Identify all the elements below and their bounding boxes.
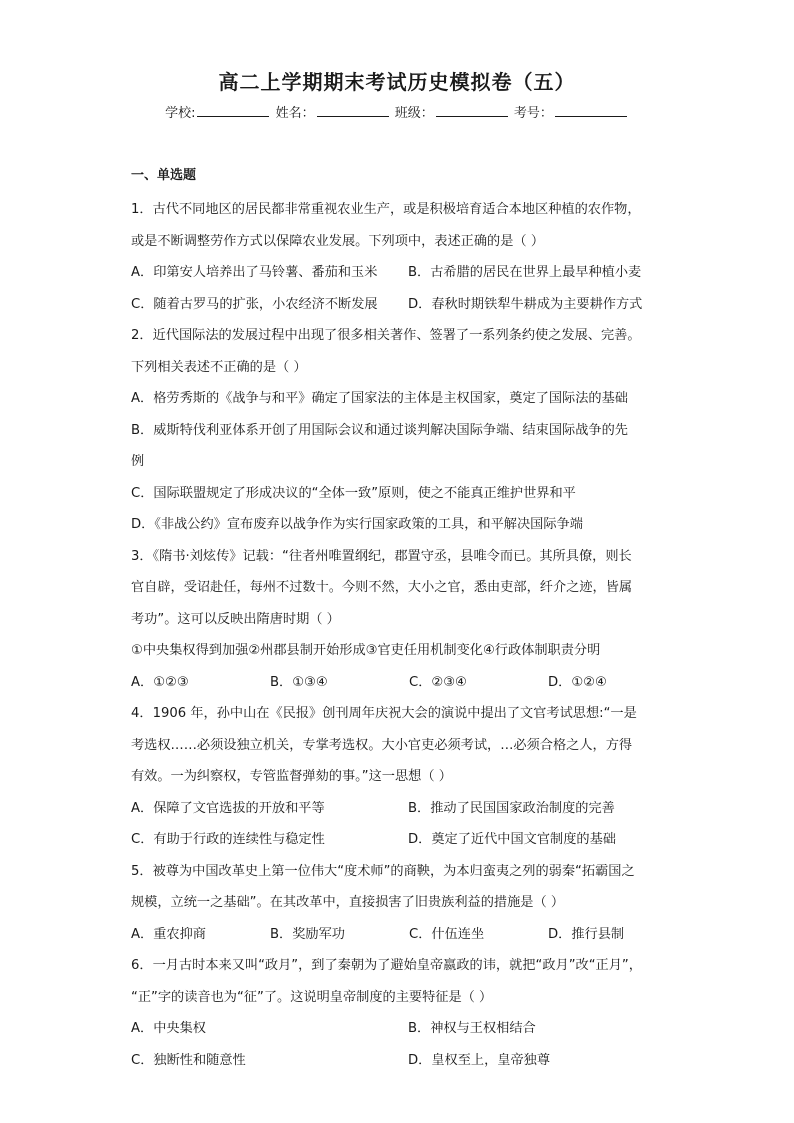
- name-blank[interactable]: [317, 104, 389, 117]
- option-b-continued[interactable]: 例: [131, 454, 145, 469]
- question-3-stem-line: 3．《隋书·刘炫传》记载：“往者州唯置纲纪，郡置守丞，县唯令而已。其所具僚，则长: [131, 548, 632, 564]
- option-d[interactable]: D．皇权至上，皇帝独尊: [408, 1052, 551, 1068]
- question-6-stem-line: 6．一月古时本来又叫“政月”，到了秦朝为了避始皇帝嬴政的讳，就把“政月”改“正月”，: [131, 958, 642, 973]
- question-4-stem-line: 4．1906 年，孙中山在《民报》创刊周年庆祝大会的演说中提出了文官考试思想:“一是: [131, 706, 637, 721]
- option-d[interactable]: D．《非战公约》宣布废弃以战争作为实行国家政策的工具，和平解决国际争端: [131, 517, 583, 532]
- question-6-options-row: [131, 1013, 671, 1045]
- question-4-stem-line: 有效。一为纠察权，专管监督弹劾的事。”这一思想（ ）: [131, 769, 452, 784]
- option-b[interactable]: B．神权与王权相结合: [408, 1021, 536, 1036]
- question-2-stem-line: 2．近代国际法的发展过程中出现了很多相关著作、签署了一系列条约使之发展、完善。: [131, 328, 641, 343]
- option-c[interactable]: C．独断性和随意性: [131, 1052, 246, 1068]
- page-title: 高二上学期期末考试历史模拟卷（五）: [218, 70, 576, 94]
- option-c[interactable]: C．随着古罗马的扩张，小农经济不断发展: [131, 296, 378, 312]
- question-3-stem-line: 官自辟，受诏赴任，每州不过数十。今则不然，大小之官，悉由吏部，纤介之迹，皆属: [131, 580, 633, 595]
- question-6: [131, 950, 671, 1076]
- option-a[interactable]: A．①②③: [131, 674, 189, 690]
- question-4: [131, 698, 671, 856]
- question-1-options-row: [131, 257, 671, 289]
- question-3-stem-line: 考功”。这可以反映出隋唐时期（ ）: [131, 611, 340, 627]
- question-4-options-row: [131, 793, 671, 825]
- question-1: [131, 194, 671, 320]
- option-b[interactable]: B．古希腊的居民在世界上最早种植小麦: [408, 265, 642, 280]
- class-blank[interactable]: [436, 104, 508, 117]
- option-b[interactable]: B．①③④: [270, 674, 328, 690]
- question-3: [131, 541, 671, 699]
- school-label: 学校:: [165, 106, 196, 121]
- option-d[interactable]: D．春秋时期铁犁牛耕成为主要耕作方式: [408, 296, 643, 312]
- question-4-stem-line: 考选权……必须设独立机关，专掌考选权。大小官吏必须考试，…必须合格之人，方得: [131, 737, 633, 753]
- student-info-row: [0, 102, 794, 121]
- question-4-options-row: [131, 824, 671, 856]
- question-3-options-row: [131, 667, 671, 699]
- option-d[interactable]: D．推行县制: [548, 926, 625, 942]
- question-1-options-row: [131, 289, 671, 321]
- number-blank[interactable]: [555, 104, 627, 117]
- option-c[interactable]: C．什伍连坐: [409, 926, 485, 942]
- question-2-stem-line: 下列相关表述不正确的是（ ）: [131, 359, 307, 375]
- question-1-stem-line: 1．古代不同地区的居民都非常重视农业生产，或是积极培育适合本地区种植的农作物，: [131, 202, 641, 217]
- question-6-options-row: [131, 1045, 671, 1077]
- number-label: 考号：: [513, 106, 553, 121]
- option-c[interactable]: C．②③④: [409, 674, 467, 690]
- question-5: [131, 856, 671, 951]
- question-5-stem-line: 规模，立统一之基础”。在其改革中，直接损害了旧贵族利益的措施是（ ）: [131, 895, 565, 910]
- option-a[interactable]: A．印第安人培养出了马铃薯、番茄和玉米: [131, 265, 378, 280]
- option-a[interactable]: A．保障了文官选拔的开放和平等: [131, 800, 325, 816]
- option-c[interactable]: C．有助于行政的连续性与稳定性: [131, 832, 325, 847]
- option-d[interactable]: D．①②④: [548, 674, 607, 690]
- option-d[interactable]: D．奠定了近代中国文官制度的基础: [408, 832, 616, 847]
- option-c[interactable]: C．国际联盟规定了形成决议的“全体一致”原则，使之不能真正维护世界和平: [131, 485, 576, 501]
- name-label: 姓名：: [275, 106, 315, 121]
- section-heading: 一、单选题: [131, 168, 197, 183]
- question-5-stem-line: 5．被尊为中国改革史上第一位伟大“度术师”的商鞅，为本归蛮夷之列的弱秦“拓霸国之: [131, 863, 635, 879]
- question-3-statements: ①中央集权得到加强②州郡县制开始形成③官吏任用机制变化④行政体制职责分明: [131, 643, 601, 658]
- option-a[interactable]: A．重农抑商: [131, 926, 206, 942]
- question-2: [131, 320, 671, 541]
- option-a[interactable]: A．格劳秀斯的《战争与和平》确定了国家法的主体是主权国家，奠定了国际法的基础: [131, 391, 628, 406]
- question-6-stem-line: “正”字的读音也为“征”了。这说明皇帝制度的主要特征是（ ）: [131, 989, 493, 1005]
- option-b[interactable]: B．威斯特伐利亚体系开创了用国际会议和通过谈判解决国际争端、结束国际战争的先: [131, 422, 628, 438]
- question-1-stem-line: 或是不断调整劳作方式以保障农业发展。下列项中，表述正确的是（ ）: [131, 233, 545, 249]
- class-label: 班级：: [394, 106, 434, 121]
- option-b[interactable]: B．奖励军功: [270, 926, 345, 942]
- option-a[interactable]: A．中央集权: [131, 1021, 206, 1036]
- option-b[interactable]: B．推动了民国国家政治制度的完善: [408, 800, 615, 816]
- question-list: [131, 166, 671, 1076]
- question-5-options-row: [131, 919, 671, 951]
- school-blank[interactable]: [197, 104, 269, 117]
